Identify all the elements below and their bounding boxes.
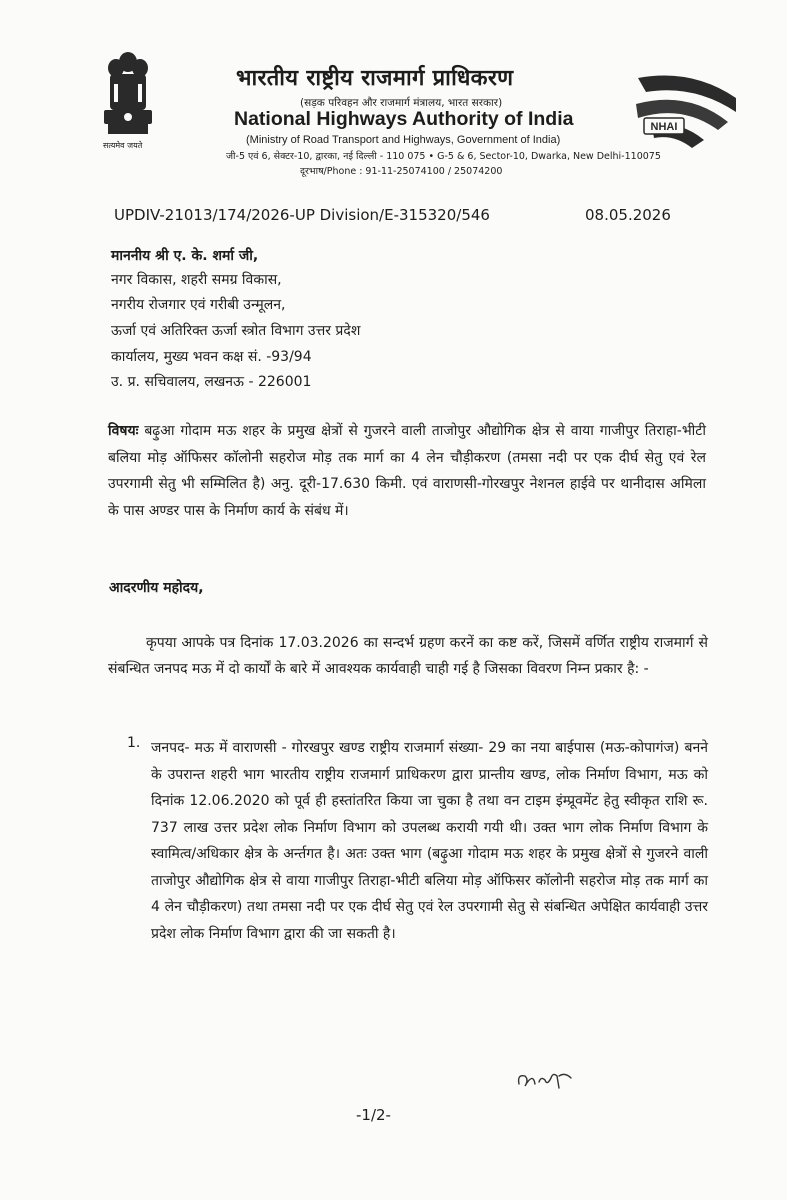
page-number: -1/2- [356,1106,391,1124]
nhai-logo-icon [632,68,740,158]
subject-paragraph [108,418,706,524]
intro-paragraph: कृपया आपके पत्र दिनांक 17.03.2026 का सन्दर्भ ग्रहण करनें का कष्ट करें, जिसमें वर्णित राष्ट्रीय राजमार्ग से संबन्धित जनपद मऊ में दो कार्यों के बारे में आवश्यक कार्यवाही चाही गई है जिसका विवरण निम्न प्रकार है: - [108,635,708,677]
addressee-line: नगर विकास, शहरी समग्र विकास, [111,272,282,288]
subject-text: बढ़ुआ गोदाम मऊ शहर के प्रमुख क्षेत्रों से गुजरने वाली ताजोपुर औद्योगिक क्षेत्र से वाया गाजीपुर तिराहा-भीटी बलिया मोड़ ऑफिसर कॉलोनी सहरोज मोड़ तक मार्ग का 4 लेन चौड़ीकरण (तमसा नदी पर एक दीर्घ सेतु एवं रेल उपरगामी सेतु भी सम्मिलित है) अनु. दूरी-17.630 किमी. एवं वाराणसी-गोरखपुर नेशनल हाईवे पर थानीदास अमिला के पास अण्डर पास के निर्माण कार्य के संबंध में। [108,423,706,519]
letter-date: 08.05.2026 [585,206,671,224]
office-address: जी-5 एवं 6, सेक्टर-10, द्वारका, नई दिल्ली - 110 075 • G-5 & 6, Sector-10, Dwarka, New Delhi-110075 [226,151,661,162]
salutation: आदरणीय महोदय, [109,580,204,596]
reference-number: UPDIV-21013/174/2026-UP Division/E-315320/546 [114,206,490,224]
english-organization-name: National Highways Authority of India [234,108,574,130]
addressee-line: ऊर्जा एवं अतिरिक्त ऊर्जा स्त्रोत विभाग उत्तर प्रदेश [111,323,361,339]
national-emblem-icon [98,44,158,152]
hindi-ministry-line: (सड़क परिवहन और राजमार्ग मंत्रालय, भारत सरकार) [300,97,503,109]
phone-line: दूरभाष/Phone : 91-11-25074100 / 25074200 [300,166,503,177]
addressee-line: नगरीय रोजगार एवं गरीबी उन्मूलन, [111,297,286,313]
addressee-line: उ. प्र. सचिवालय, लखनऊ - 226001 [111,374,312,390]
addressee-line: कार्यालय, मुख्य भवन कक्ष सं. -93/94 [111,349,312,365]
item-text: जनपद- मऊ में वाराणसी - गोरखपुर खण्ड राष्ट्रीय राजमार्ग संख्या- 29 का नया बाईपास (मऊ-कोपागंज) बनने के उपरान्त शहरी भाग भारतीय राष्ट्रीय राजमार्ग प्राधिकरण द्वारा प्रान्तीय खण्ड, लोक निर्माण विभाग, मऊ को दिनांक 12.06.2020 को पूर्व ही हस्तांतरित किया जा चुका है तथा वन टाइम इंम्प्रूवमेंट हेतु स्वीकृत राशि रू. 737 लाख उत्तर प्रदेश लोक निर्माण विभाग को उपलब्ध करायी गयी थी। उक्त भाग लोक निर्माण विभाग के स्वामित्व/अधिकार क्षेत्र के अर्न्तगत है। अतः उक्त भाग (बढ़ुआ गोदाम मऊ शहर के प्रमुख क्षेत्रों से गुजरने वाली ताजोपुर औद्योगिक क्षेत्र से वाया गाजीपुर तिराहा-भीटी बलिया मोड़ ऑफिसर कॉलोनी सहरोज मोड़ तक मार्ग का 4 लेन चौड़ीकरण) तथा तमसा नदी पर एक दीर्घ सेतु एवं रेल उपरगामी सेतु से संबन्धित अपेक्षित कार्यवाही उत्तर प्रदेश लोक निर्माण विभाग द्वारा की जा सकती है। [151,740,708,942]
item-number: 1. [127,735,141,751]
addressee-line: माननीय श्री ए. के. शर्मा जी, [111,248,259,264]
nhai-logo-text: NHAI [650,121,678,133]
english-ministry-line: (Ministry of Road Transport and Highways, Government of India) [246,134,561,146]
hindi-organization-name: भारतीय राष्ट्रीय राजमार्ग प्राधिकरण [236,66,514,91]
signature-initials-icon [513,1064,577,1094]
subject-label: विषयः [108,423,139,439]
emblem-caption: सत्यमेव जयते [103,141,143,150]
